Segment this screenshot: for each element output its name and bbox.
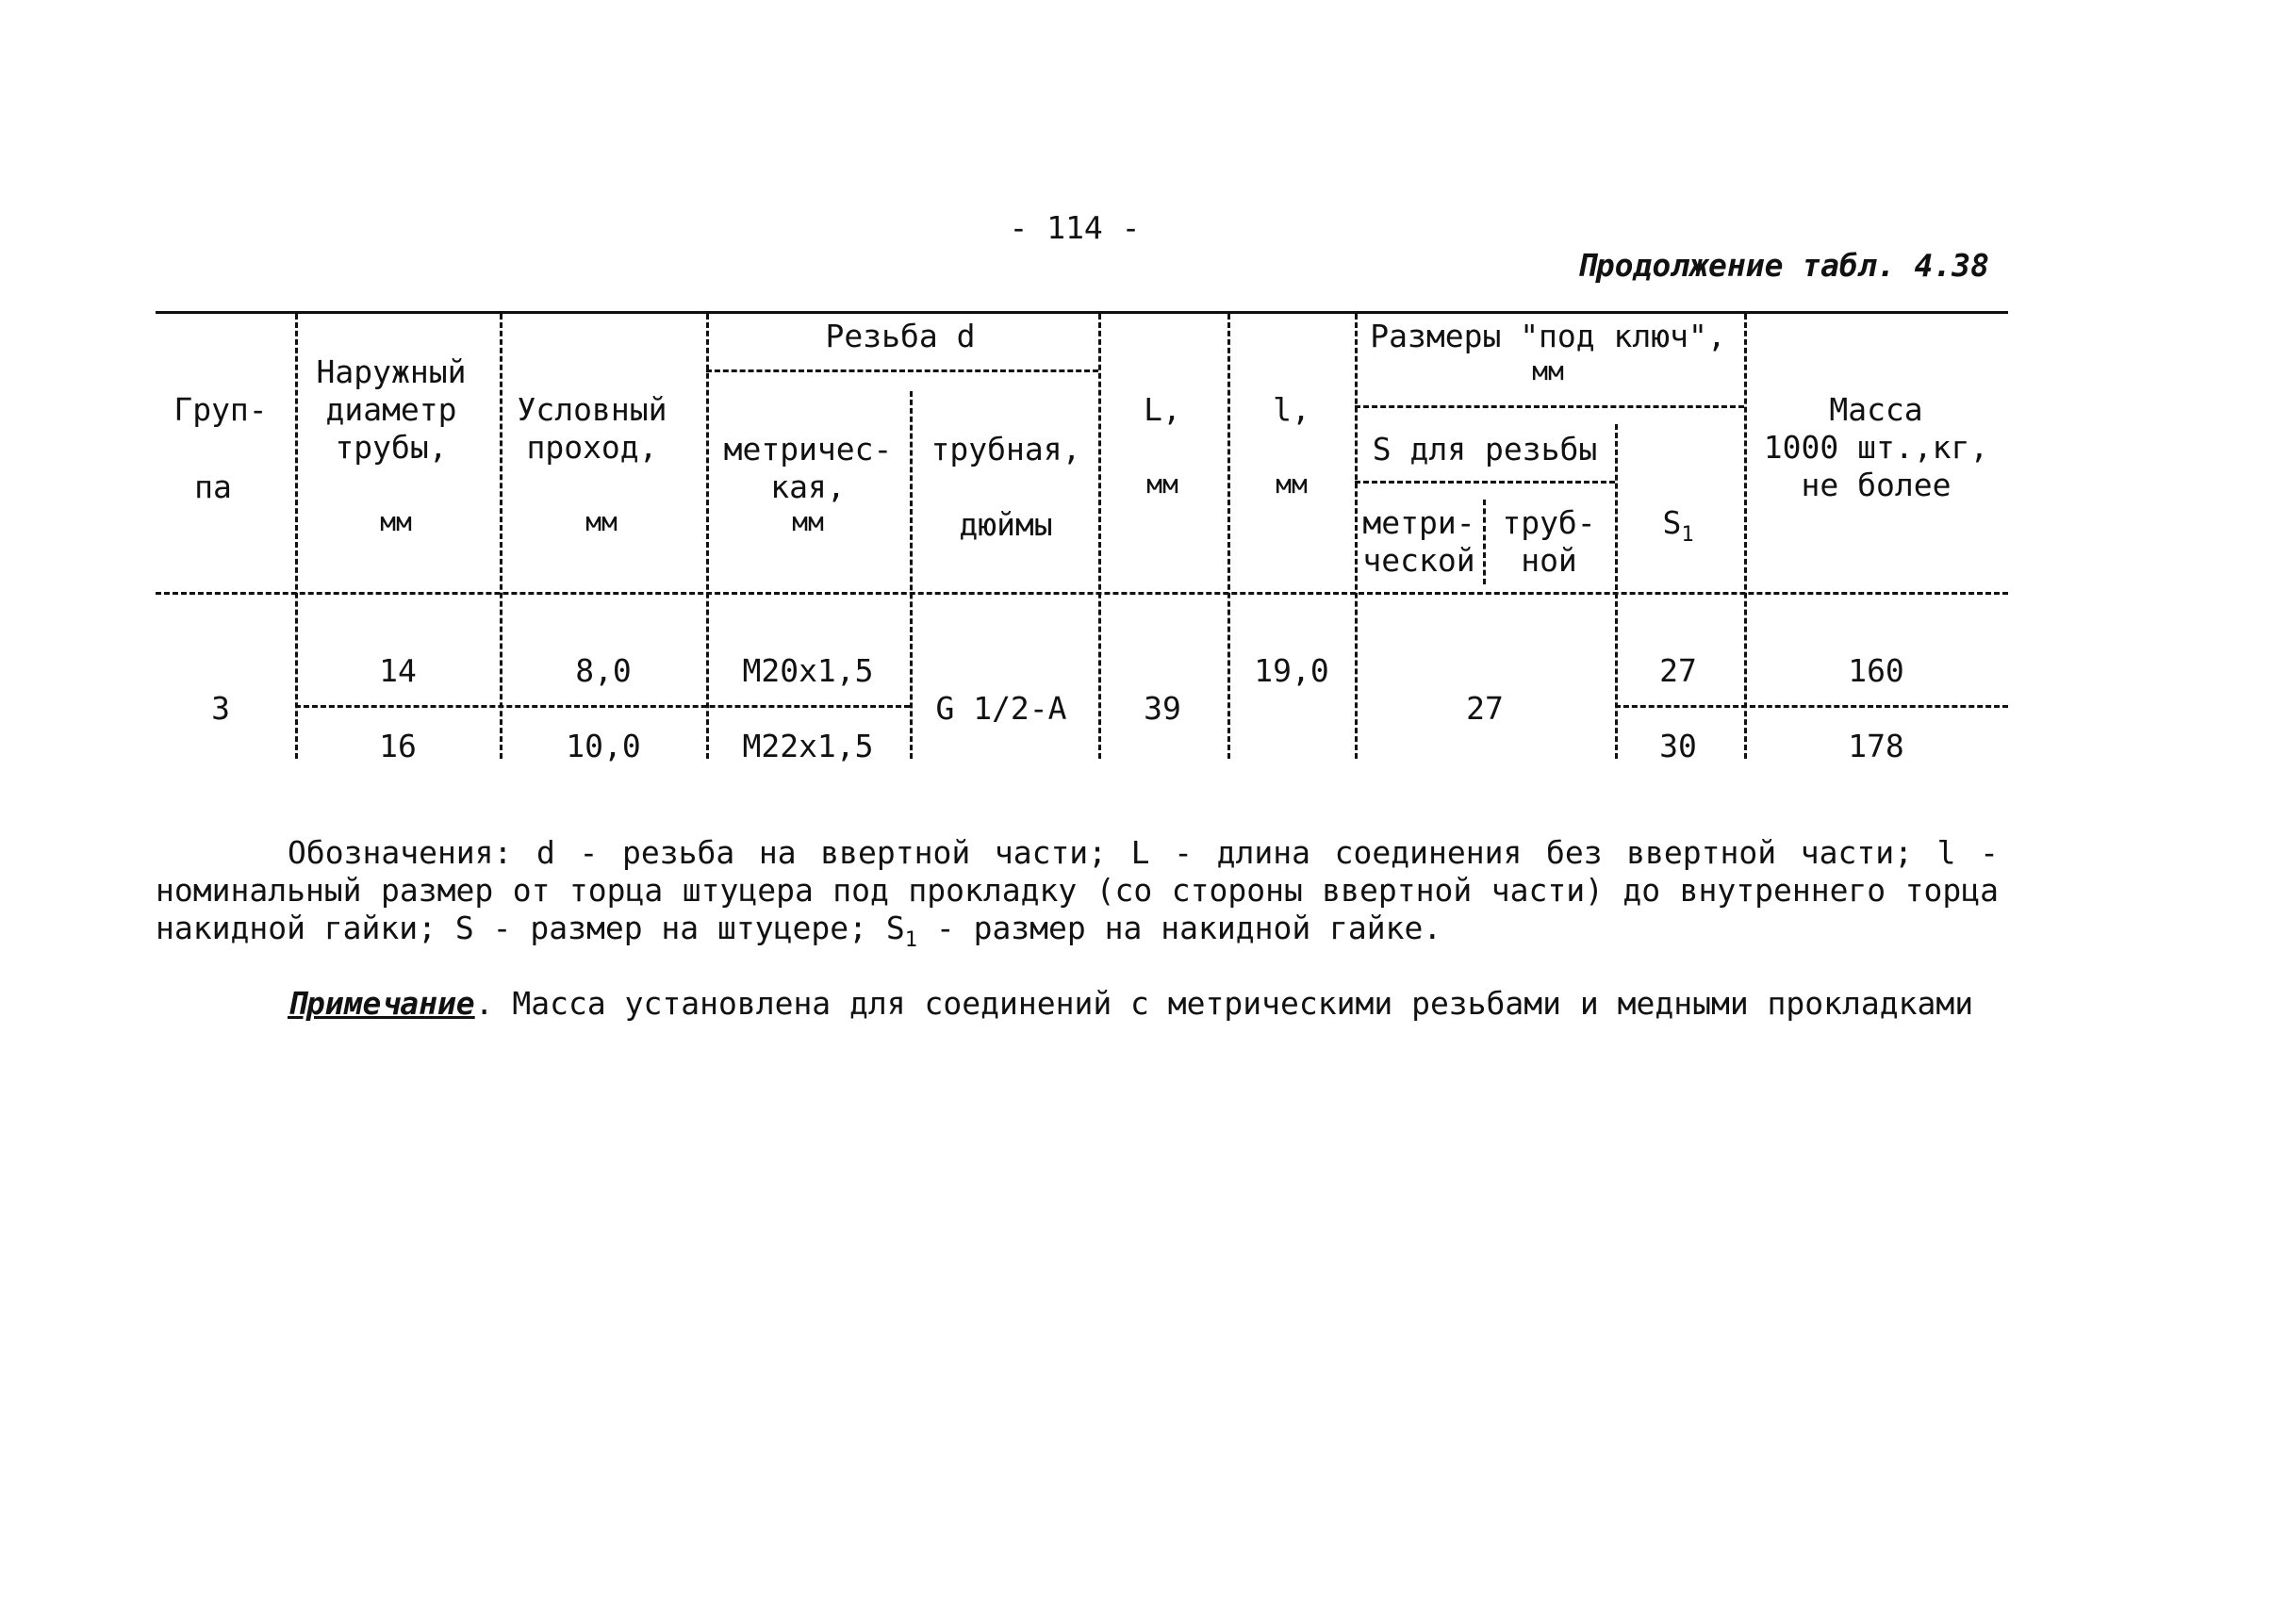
header-mass-line2: 1000 шт.,кг,	[1763, 429, 1989, 466]
column-divider	[500, 314, 502, 759]
column-divider	[1098, 314, 1101, 759]
thread-header-rule	[706, 369, 1098, 372]
cell-s1: 27	[1659, 652, 1697, 689]
cell-outer-diameter: 14	[379, 652, 417, 689]
cell-s1: 30	[1659, 728, 1697, 764]
cell-thread-metric: М20х1,5	[742, 652, 874, 689]
column-divider	[295, 314, 298, 759]
header-mass-line1: Масса	[1829, 391, 1923, 428]
column-divider	[1227, 314, 1230, 759]
header-outer-diameter-line2: диаметр	[325, 391, 457, 428]
header-thread-metric-line2: кая,	[770, 468, 846, 505]
cell-thread-metric: М22х1,5	[742, 728, 874, 764]
header-s-pipe-line1: труб-	[1502, 504, 1596, 541]
header-s-pipe-line2: ной	[1521, 542, 1577, 579]
header-mass-line3: не более	[1801, 467, 1952, 503]
header-separator	[156, 592, 2008, 595]
cell-outer-diameter: 16	[379, 728, 417, 764]
row-separator	[1615, 705, 2008, 708]
header-thread-metric-line1: метричес-	[723, 431, 893, 468]
table-top-rule	[156, 311, 2008, 314]
column-divider	[1483, 500, 1486, 584]
header-s1: $S_1$	[1662, 504, 1694, 547]
cell-mass: 160	[1848, 652, 1904, 689]
header-thread: Резьба d	[825, 318, 976, 354]
header-nominal-bore-line1: Условный	[517, 391, 667, 428]
header-L: L,	[1144, 391, 1181, 428]
header-l-unit: мм	[1276, 468, 1308, 500]
header-L-unit: мм	[1146, 468, 1178, 500]
header-wrench-sizes: Размеры "под ключ",	[1370, 318, 1726, 354]
cell-nominal-bore: 8,0	[575, 652, 632, 689]
page-number: - 114 -	[1009, 209, 1141, 246]
row-separator	[295, 705, 910, 708]
wrench-header-rule	[1355, 405, 1744, 408]
note-paragraph: Примечание. Масса установлена для соединений с метрическими резьбами и медными прокладками	[288, 985, 1974, 1022]
cell-mass: 178	[1848, 728, 1904, 764]
column-divider	[706, 314, 709, 759]
header-s-for-thread: S для резьбы	[1372, 431, 1598, 468]
legend-paragraph: Обозначения: d - резьба на ввертной части; L - длина соединения без ввертной части; l - номинальный размер от торца штуцера под прокладку (со стороны ввертной части) до внутреннего торца накидной гайки; S - размер на штуцере; $S_1$ - размер на накидной гайке.	[156, 834, 1999, 952]
header-outer-diameter-line1: Наружный	[316, 353, 467, 390]
header-outer-diameter-line3: трубы,	[335, 429, 448, 466]
cell-s: 27	[1466, 690, 1504, 727]
header-thread-pipe-unit: дюймы	[959, 506, 1053, 543]
table-continuation-label: Продолжение табл. 4.38	[1576, 247, 1989, 284]
cell-thread-pipe: G 1/2-A	[935, 690, 1067, 727]
note-label: Примечание	[288, 985, 475, 1022]
cell-l: 19,0	[1254, 652, 1329, 689]
cell-L: 39	[1144, 690, 1181, 727]
header-outer-diameter-unit: мм	[380, 506, 412, 537]
column-divider	[1744, 314, 1747, 759]
header-group-line2: па	[194, 468, 232, 505]
column-divider	[1615, 424, 1618, 759]
column-divider	[910, 391, 913, 759]
header-s-metric-line2: ческой	[1362, 542, 1475, 579]
header-wrench-unit: мм	[1532, 355, 1564, 386]
header-nominal-bore-line2: проход,	[526, 429, 658, 466]
header-l: l,	[1273, 391, 1310, 428]
header-thread-pipe-line1: трубная,	[931, 431, 1081, 468]
cell-nominal-bore: 10,0	[566, 728, 641, 764]
header-group-line1: Груп-	[173, 391, 268, 428]
header-thread-metric-unit: мм	[792, 506, 824, 537]
column-divider	[1355, 314, 1358, 759]
s-header-rule	[1355, 481, 1615, 484]
cell-group: 3	[211, 690, 230, 727]
header-s-metric-line1: метри-	[1362, 504, 1475, 541]
header-nominal-bore-unit: мм	[585, 506, 618, 537]
